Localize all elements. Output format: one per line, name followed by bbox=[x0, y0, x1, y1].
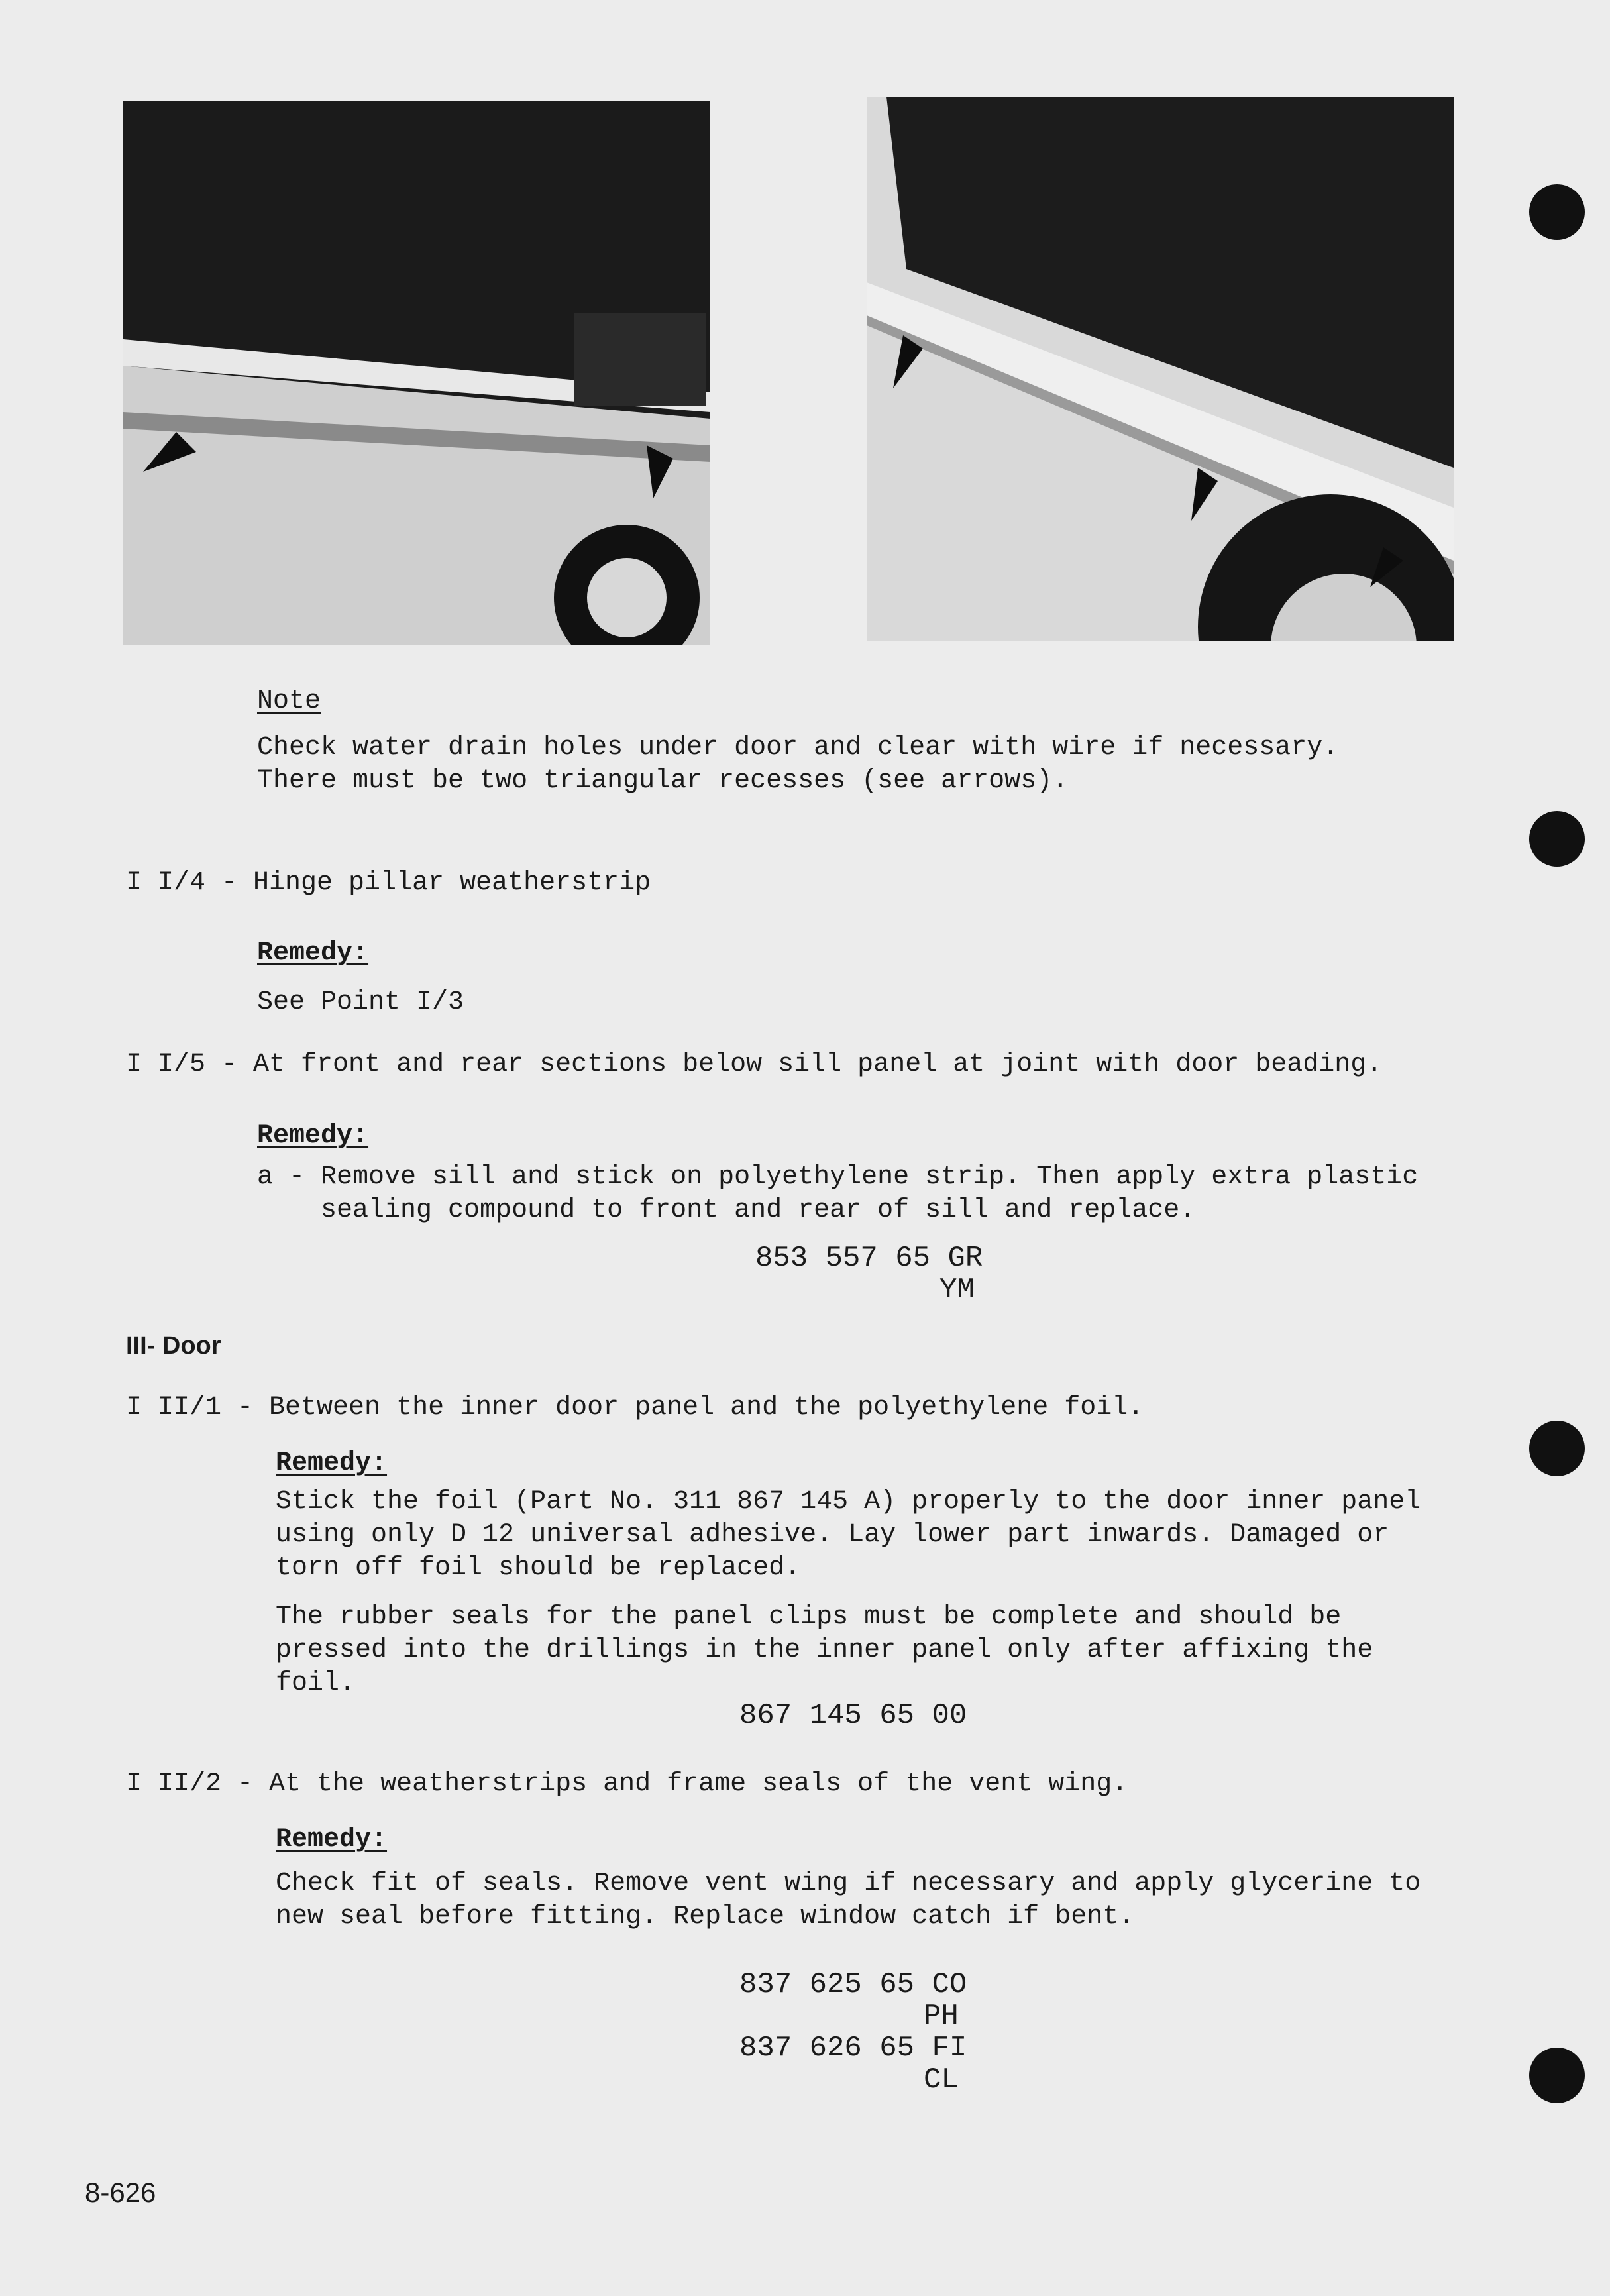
item-iii1-para2-line-1: The rubber seals for the panel clips must be complete and should be bbox=[276, 1602, 1342, 1632]
item-i15-label: I I/5 - At front and rear sections below sill panel at joint with door beading. bbox=[126, 1050, 1383, 1079]
item-i14-remedy: Remedy: bbox=[257, 938, 369, 968]
item-iii1-para2-line-2: pressed into the drillings in the inner panel only after affixing the bbox=[276, 1635, 1373, 1665]
item-iii1-code: 867 145 65 00 bbox=[739, 1699, 967, 1732]
binder-hole bbox=[1529, 2048, 1585, 2103]
item-iii1-para1-line-1: Stick the foil (Part No. 311 867 145 A) properly to the door inner panel bbox=[276, 1487, 1421, 1517]
photo-door-sill-left bbox=[123, 101, 710, 645]
item-i14-label: I I/4 - Hinge pillar weatherstrip bbox=[126, 868, 651, 898]
item-i15-line-1: a - Remove sill and stick on polyethylene strip. Then apply extra plastic bbox=[257, 1162, 1419, 1192]
item-iii2-code-4: CL bbox=[924, 2063, 959, 2097]
binder-hole bbox=[1529, 811, 1585, 867]
item-i15-code-1: 853 557 65 GR bbox=[755, 1242, 983, 1275]
item-iii1-para2-line-3: foil. bbox=[276, 1668, 356, 1698]
item-iii1-label: I II/1 - Between the inner door panel and the polyethylene foil. bbox=[126, 1393, 1144, 1423]
item-i15-line-2: sealing compound to front and rear of sill and replace. bbox=[257, 1195, 1196, 1225]
item-iii2-remedy: Remedy: bbox=[276, 1825, 388, 1855]
item-i15-code-2: YM bbox=[939, 1274, 975, 1307]
item-i15-remedy: Remedy: bbox=[257, 1121, 369, 1151]
item-iii1-para1-line-2: using only D 12 universal adhesive. Lay lower part inwards. Damaged or bbox=[276, 1520, 1389, 1550]
item-iii2-label: I II/2 - At the weatherstrips and frame seals of the vent wing. bbox=[126, 1769, 1128, 1799]
note-line-1: Check water drain holes under door and clear with wire if necessary. bbox=[257, 733, 1339, 763]
item-iii2-code-2: PH bbox=[924, 2000, 959, 2033]
binder-hole bbox=[1529, 184, 1585, 240]
binder-hole bbox=[1529, 1421, 1585, 1476]
item-iii2-code-3: 837 626 65 FI bbox=[739, 2032, 967, 2065]
note-line-2: There must be two triangular recesses (see arrows). bbox=[257, 766, 1069, 796]
page-number: 8-626 bbox=[85, 2177, 156, 2208]
item-iii2-line-2: new seal before fitting. Replace window catch if bent. bbox=[276, 1902, 1135, 1932]
item-iii1-remedy: Remedy: bbox=[276, 1449, 388, 1478]
item-iii2-line-1: Check fit of seals. Remove vent wing if necessary and apply glycerine to bbox=[276, 1869, 1421, 1898]
note-heading: Note bbox=[257, 686, 321, 716]
section-heading: III- Door bbox=[126, 1332, 221, 1360]
item-i14-text: See Point I/3 bbox=[257, 987, 464, 1017]
item-iii2-code-1: 837 625 65 CO bbox=[739, 1968, 967, 2001]
photo-door-sill-right bbox=[867, 97, 1454, 641]
item-iii1-para1-line-3: torn off foil should be replaced. bbox=[276, 1553, 801, 1583]
